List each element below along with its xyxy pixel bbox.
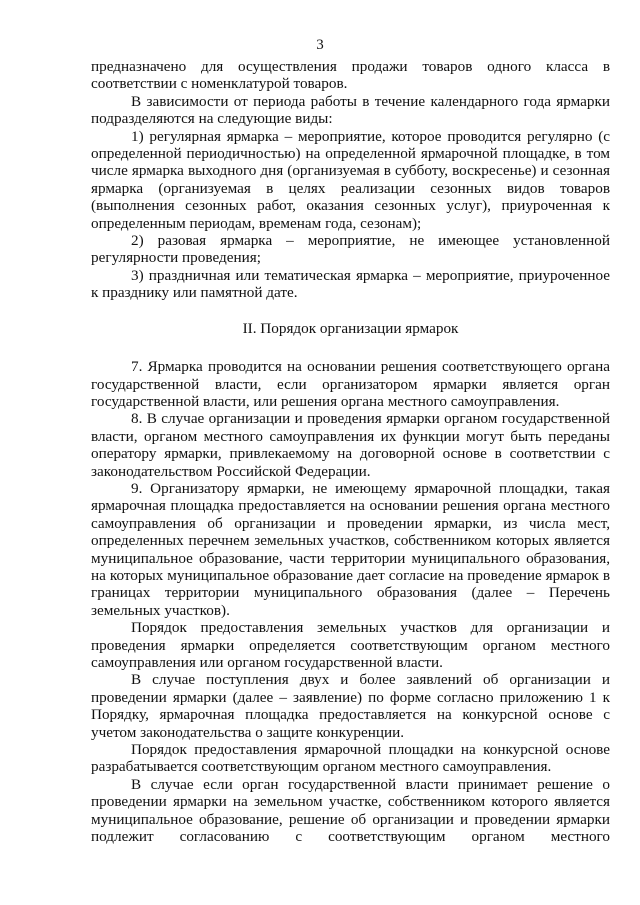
list-item-one-time-fair: 2) разовая ярмарка – мероприятие, не имеющее установленной регулярности проведения; bbox=[91, 232, 610, 267]
paragraph-continuation: предназначено для осуществления продажи товаров одного класса в соответствии с номенклатурой товаров. bbox=[91, 58, 610, 93]
paragraph-fair-types-intro: В зависимости от периода работы в течение календарного года ярмарки подразделяются на следующие виды: bbox=[91, 92, 610, 128]
paragraph-land-provision: Порядок предоставления земельных участков для организации и проведения ярмарки определяется соответствующим органом местного самоуправления или органом государственной власти. bbox=[91, 619, 610, 671]
page-number: 3 bbox=[316, 37, 324, 53]
document-body bbox=[91, 58, 610, 845]
list-item-holiday-fair: 3) праздничная или тематическая ярмарка – мероприятие, приуроченное к празднику или памятной дате. bbox=[91, 266, 610, 302]
paragraph-competitive-basis: Порядок предоставления ярмарочной площадки на конкурсной основе разрабатывается соответствующим органом местного самоуправления. bbox=[91, 741, 610, 776]
list-item-regular-fair: 1) регулярная ярмарка – мероприятие, которое проводится регулярно (с определенной периодичностью) на определенной ярмарочной площадке, в том числе ярмарка выходного дня (организуемая в субботу, воскресенье) и сезонная ярмарка (организуемая в целях реализации сезонных видов товаров (выполнения сезонных работ, оказания сезонных услуг), приуроченная к определенным периодам, временам года, сезонам); bbox=[91, 127, 610, 232]
paragraph-item-8: 8. В случае организации и проведения ярмарки органом государственной власти, органом местного самоуправления их функции могут быть переданы оператору ярмарки, привлекаемому на договорной основе в соответствии с законодательством Российской Федерации. bbox=[91, 410, 610, 480]
paragraph-multiple-applications: В случае поступления двух и более заявлений об организации и проведении ярмарки (далее – заявление) по форме согласно приложению 1 к Порядку, ярмарочная площадка предоставляется на конкурсной основе с учетом законодательства о защите конкуренции. bbox=[91, 671, 610, 741]
paragraph-state-authority-decision: В случае если орган государственной власти принимает решение о проведении ярмарки на земельном участке, собственником которого является муниципальное образование, решение об организации и проведении ярмарки подлежит согласованию с соответствующим органом местного bbox=[91, 775, 610, 846]
paragraph-item-9: 9. Организатору ярмарки, не имеющему ярмарочной площадки, такая ярмарочная площадка предоставляется на основании решения органа местного самоуправления об организации и проведении ярмарки, из числа мест, определенных перечнем земельных участков, собственником которых является муниципальное образование, части территории муниципального образования, на которых муниципальное образование дает согласие на проведение ярмарок в границах территории муниципального образования (далее – Перечень земельных участков). bbox=[91, 479, 610, 619]
paragraph-item-7: 7. Ярмарка проводится на основании решения соответствующего органа государственной власти, если организатором ярмарки является орган государственной власти, или решения органа местного самоуправления. bbox=[91, 358, 610, 410]
section-heading: II. Порядок организации ярмарок bbox=[242, 319, 459, 337]
